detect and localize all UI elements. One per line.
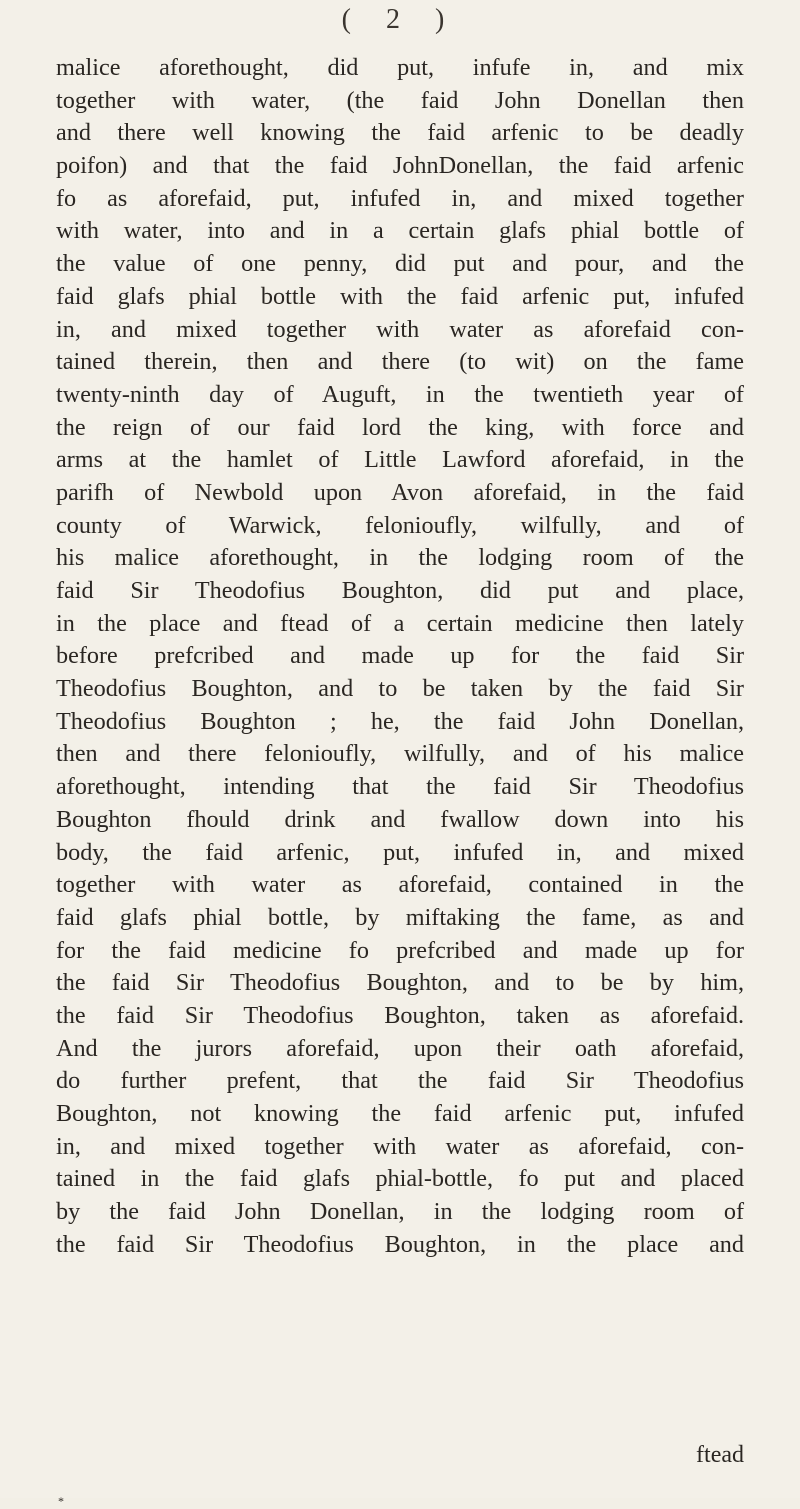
text-line: faid Sir Theodofius Boughton, did put and place, (56, 577, 744, 604)
text-line: Theodofius Boughton ; he, the faid John Donellan, (56, 707, 744, 735)
text-line: the faid Sir Theodofius Boughton, in the place and (56, 1230, 744, 1258)
signature-mark: * (58, 1494, 64, 1508)
text-line: in, and mixed together with water as aforefaid con- (56, 315, 744, 343)
text-line: in the place and ftead of a certain medicine then lately (56, 609, 744, 637)
text-line: faid glafs phial bottle, by miftaking the fame, as and (56, 903, 744, 931)
text-line: together with water as aforefaid, contained in the (56, 871, 744, 899)
text-line: with water, into and in a certain glafs phial bottle of (56, 217, 744, 245)
text-line: parifh of Newbold upon Avon aforefaid, in the faid (56, 478, 744, 506)
text-line: do further prefent, that the faid Sir Theodofius (56, 1067, 744, 1095)
text-line: and there well knowing the faid arfenic to be deadly (56, 119, 744, 147)
text-line: body, the faid arfenic, put, infufed in, and mixed (56, 838, 744, 866)
text-line: together with water, (the faid John Donellan then (56, 86, 744, 114)
body-text (56, 52, 744, 1261)
text-line: the faid Sir Theodofius Boughton, taken as aforefaid. (56, 1001, 744, 1029)
text-line: then and there felonioufly, wilfully, and of his malice (56, 740, 744, 768)
text-line: poifon) and that the faid JohnDonellan, the faid arfenic (56, 152, 744, 180)
text-line: arms at the hamlet of Little Lawford aforefaid, in the (56, 446, 744, 474)
text-line: the reign of our faid lord the king, with force and (56, 413, 744, 441)
text-line: aforethought, intending that the faid Sir Theodofius (56, 773, 744, 801)
text-line: county of Warwick, felonioufly, wilfully, and of (56, 511, 744, 539)
text-line: faid glafs phial bottle with the faid arfenic put, infufed (56, 282, 744, 310)
text-line: the faid Sir Theodofius Boughton, and to be by him, (56, 969, 744, 997)
text-line: And the jurors aforefaid, upon their oath aforefaid, (56, 1034, 744, 1062)
text-line: twenty-ninth day of Auguft, in the twentieth year of (56, 380, 744, 408)
text-line: the value of one penny, did put and pour, and the (56, 250, 744, 278)
text-line: tained in the faid glafs phial-bottle, fo put and placed (56, 1165, 744, 1193)
catchword: ftead (696, 1442, 744, 1468)
text-line: Boughton fhould drink and fwallow down into his (56, 805, 744, 833)
text-line: before prefcribed and made up for the faid Sir (56, 642, 744, 670)
text-line: in, and mixed together with water as aforefaid, con- (56, 1132, 744, 1160)
text-line: by the faid John Donellan, in the lodging room of (56, 1198, 744, 1226)
text-line: malice aforethought, did put, infufe in, and mix (56, 54, 744, 81)
text-line: Boughton, not knowing the faid arfenic put, infufed (56, 1100, 744, 1127)
text-line: his malice aforethought, in the lodging room of the (56, 544, 744, 572)
text-line: for the faid medicine fo prefcribed and made up for (56, 936, 744, 964)
text-line: tained therein, then and there (to wit) on the fame (56, 348, 744, 376)
text-line: Theodofius Boughton, and to be taken by the faid Sir (56, 675, 744, 703)
text-line: fo as aforefaid, put, infufed in, and mixed together (56, 184, 744, 212)
page-number: ( 2 ) (341, 4, 459, 35)
